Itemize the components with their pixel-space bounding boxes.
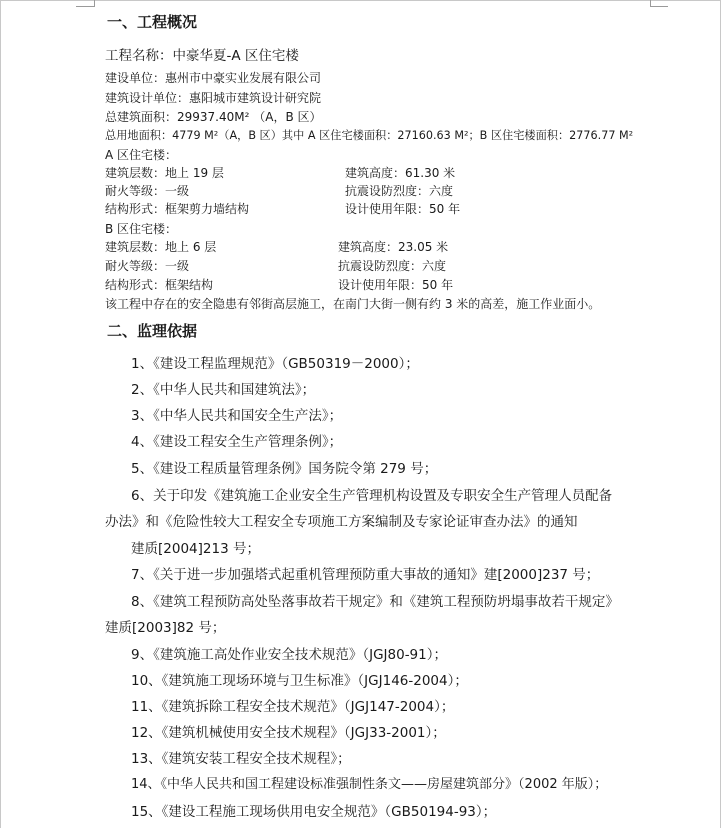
basis-item-10: 10、《建筑施工现场环境与卫生标准》（JGJ146-2004）； <box>131 673 468 689</box>
crop-mark-top-left-v <box>94 0 95 7</box>
zone-a-life: 设计使用年限：50 年 <box>345 202 461 216</box>
zone-b-fire: 耐火等级：一级 <box>105 259 190 273</box>
project-name: 工程名称：中豪华夏-A 区住宅楼 <box>105 48 299 64</box>
zone-b-height: 建筑高度：23.05 米 <box>338 240 449 254</box>
basis-item-8-line2: 建质[2003]82 号； <box>105 620 226 636</box>
basis-item-1: 1、《建设工程监理规范》（GB50319－2000）； <box>131 356 419 372</box>
section1-heading: 一、工程概况 <box>107 13 198 31</box>
zone-a-structure: 结构形式：框架剪力墙结构 <box>105 202 250 216</box>
basis-item-4: 4、《建设工程安全生产管理条例》； <box>131 434 343 450</box>
zone-a-seismic: 抗震设防烈度：六度 <box>345 184 454 198</box>
basis-item-3: 3、《中华人民共和国安全生产法》； <box>131 408 343 424</box>
basis-item-6-line3: 建质[2004]213 号； <box>131 541 260 557</box>
basis-item-2: 2、《中华人民共和国建筑法》； <box>131 382 316 398</box>
total-area: 总建筑面积：29937.40M² （A，B 区） <box>105 110 322 124</box>
basis-item-9: 9、《建筑施工高处作业安全技术规范》（JGJ80-91）； <box>131 647 447 663</box>
basis-item-8-line1: 8、《建筑工程预防高处坠落事故若干规定》和《建筑工程预防坍塌事故若干规定》 <box>131 594 619 610</box>
crop-mark-top-right-h <box>650 6 668 7</box>
zone-b-structure: 结构形式：框架结构 <box>105 278 214 292</box>
zone-a-floors: 建筑层数：地上 19 层 <box>105 166 224 180</box>
zone-a-fire: 耐火等级：一级 <box>105 184 190 198</box>
hazard-note: 该工程中存在的安全隐患有邻街高层施工，在南门大街一侧有约 3 米的高差，施工作业面小。 <box>105 297 601 311</box>
crop-mark-top-right-v <box>650 0 651 7</box>
builder: 建设单位：惠州市中豪实业发展有限公司 <box>105 71 322 85</box>
basis-item-6-line2: 办法》和《危险性较大工程安全专项施工方案编制及专家论证审查办法》的通知 <box>105 514 578 530</box>
zone-b-floors: 建筑层数：地上 6 层 <box>105 240 217 254</box>
basis-item-13: 13、《建筑安装工程安全技术规程》； <box>131 751 351 767</box>
zone-b-title: B 区住宅楼： <box>105 222 178 236</box>
section2-heading: 二、监理依据 <box>107 322 198 340</box>
page-top-edge <box>0 0 721 1</box>
designer: 建筑设计单位：惠阳城市建筑设计研究院 <box>105 91 322 105</box>
zone-a-title: A 区住宅楼： <box>105 148 178 162</box>
basis-item-15: 15、《建设工程施工现场供用电安全规范》（GB50194-93）； <box>131 804 497 820</box>
basis-item-5: 5、《建设工程质量管理条例》国务院令第 279 号； <box>131 461 438 477</box>
crop-mark-top-left-h <box>76 6 94 7</box>
basis-item-12: 12、《建筑机械使用安全技术规程》（JGJ33-2001）； <box>131 725 446 741</box>
basis-item-14: 14、《中华人民共和国工程建设标准强制性条文——房屋建筑部分》（2002 年版）； <box>131 777 608 792</box>
basis-item-7: 7、《关于进一步加强塔式起重机管理预防重大事故的通知》建[2000]237 号； <box>131 567 600 583</box>
zone-b-life: 设计使用年限：50 年 <box>338 278 454 292</box>
page-left-edge <box>0 0 1 828</box>
basis-item-6-line1: 6、关于印发《建筑施工企业安全生产管理机构设置及专职安全生产管理人员配备 <box>131 488 613 504</box>
basis-item-11: 11、《建筑拆除工程安全技术规范》（JGJ147-2004）； <box>131 699 455 715</box>
zone-a-height: 建筑高度：61.30 米 <box>345 166 456 180</box>
zone-b-seismic: 抗震设防烈度：六度 <box>338 259 447 273</box>
land-area: 总用地面积：4779 M²（A，B 区）其中 A 区住宅楼面积：27160.63 M²；B 区住宅楼面积：2776.77 M² <box>105 129 634 142</box>
